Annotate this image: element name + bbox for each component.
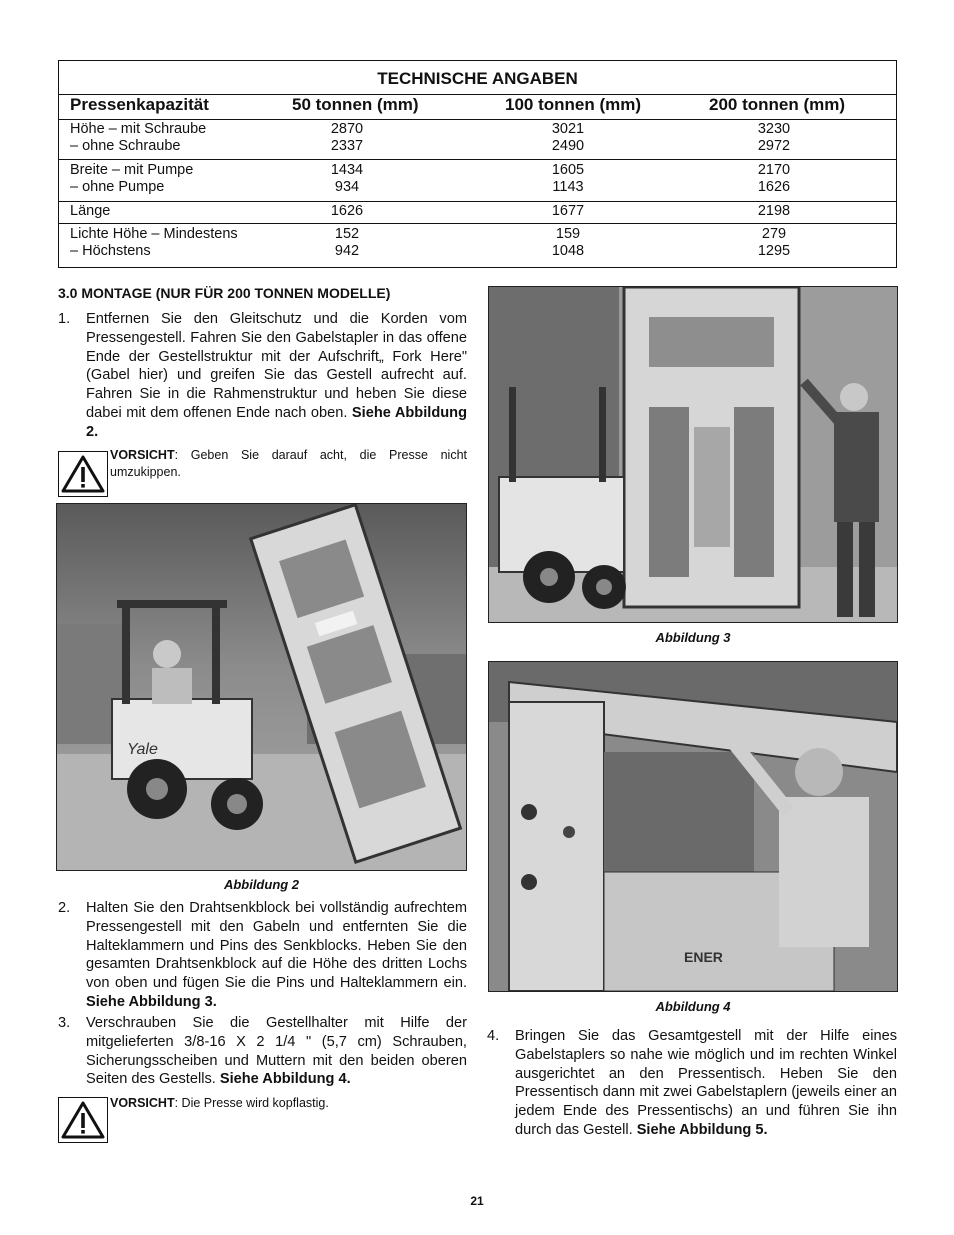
cell-value: 2870	[330, 121, 364, 137]
cell-value: 2337	[330, 138, 364, 154]
warning-triangle-icon	[58, 1097, 108, 1143]
cell-value: 3230	[757, 121, 791, 137]
cell-value: 1677	[551, 203, 585, 219]
cell-value: 3021	[551, 121, 585, 137]
divider	[59, 159, 896, 160]
row-label: Länge	[70, 203, 111, 219]
cell-value: 279	[761, 226, 787, 242]
header-100t: 100 tonnen (mm)	[505, 95, 642, 114]
warning-body: : Geben Sie darauf acht, die Presse nicht umzukippen.	[110, 448, 467, 479]
warning-label: VORSICHT	[110, 448, 175, 462]
step-1-body: Entfernen Sie den Gleitschutz und die Korden vom Pressengestell. Fahren Sie den Gabelstapler in das offene Ende der Gestellstruktur mit der Aufschrift„ Fork Here" (Gabel hier) und greifen Sie das Gestell aufrecht auf. Fahren Sie in die Rahmenstruktur und heben Sie diese dabei mit dem offenen Ende nach oben.	[86, 311, 467, 421]
cell-value: 1048	[551, 243, 585, 259]
cell-value: 1626	[757, 179, 791, 195]
header-capacity: Pressenkapazität	[70, 95, 209, 114]
step-4-text	[515, 1027, 897, 1140]
cell-value: 2490	[551, 138, 585, 154]
warning-label: VORSICHT	[110, 1096, 175, 1110]
step-number: 4.	[487, 1028, 500, 1044]
row-label: – ohne Schraube	[70, 138, 181, 154]
row-label: – ohne Pumpe	[70, 179, 165, 195]
row-label: Breite – mit Pumpe	[70, 162, 194, 178]
cell-value: 1143	[552, 179, 584, 195]
figure-2-caption: Abbildung 2	[223, 877, 300, 892]
cell-value: 2972	[757, 138, 791, 154]
row-label: – Höchstens	[70, 243, 151, 259]
step-number: 3.	[58, 1015, 71, 1031]
warning-triangle-icon	[58, 451, 108, 497]
figure-3-photo	[488, 286, 898, 623]
row-label: Höhe – mit Schraube	[70, 121, 207, 137]
row-label: Lichte Höhe – Mindestens	[70, 226, 238, 242]
spec-table	[58, 60, 897, 268]
cell-value: 1626	[330, 203, 364, 219]
divider	[59, 119, 896, 120]
warning-2-text	[110, 1095, 467, 1112]
warning-1-text	[110, 447, 467, 481]
step-4-ref: Siehe Abbildung 5.	[636, 1121, 768, 1138]
forklift-badge: Yale	[127, 741, 158, 758]
divider	[59, 223, 896, 224]
header-50t: 50 tonnen (mm)	[292, 95, 419, 114]
page-number: 21	[470, 1194, 484, 1208]
step-3-body: Verschrauben Sie die Gestellhalter mit Hilfe der mitgelieferten 3/8-16 X 2 1/4 " (5,7 cm) Schrauben, Sicherungsscheiben und Muttern mit den beiden oberen Seiten des Gestells.	[86, 1015, 467, 1088]
step-number: 1.	[58, 311, 71, 327]
step-2-body: Halten Sie den Drahtsenkblock bei vollständig aufrechtem Pressengestell mit den Gabeln und entfernten Sie die Halteklammern und Pins des Senkblocks. Heben Sie den gesamten Drahtsenkblock auf die Höhe des dritten Lochs von oben und fügen Sie die Pins und Halteklammern ein.	[86, 900, 467, 992]
header-200t: 200 tonnen (mm)	[709, 95, 846, 114]
frame-marking: ENER	[684, 949, 723, 965]
step-4-body: Bringen Sie das Gesamtgestell mit der Hilfe eines Gabelstaplers so nahe wie möglich und im rechten Winkel ausgerichtet an den Pressentisch. Heben Sie den Pressentisch dann mit zwei Gabelstaplern (jeweils einer an jedem Ende des Pressentischs) an und führen Sie ihn durch das Gestell.	[515, 1028, 897, 1138]
cell-value: 159	[555, 226, 581, 242]
step-3-text	[86, 1014, 467, 1089]
step-1-text	[86, 310, 467, 442]
cell-value: 942	[334, 243, 360, 259]
step-number: 2.	[58, 900, 71, 916]
spec-table-title: TECHNISCHE ANGABEN	[377, 69, 578, 88]
step-3-ref: Siehe Abbildung 4.	[219, 1071, 351, 1088]
cell-value: 1605	[551, 162, 585, 178]
step-1-ref: Siehe Abbildung 2.	[86, 404, 467, 440]
step-2-ref: Siehe Abbildung 3.	[86, 993, 217, 1010]
figure-4-photo	[488, 661, 898, 992]
section-heading: 3.0 MONTAGE (NUR FÜR 200 TONNEN MODELLE)	[58, 285, 391, 301]
cell-value: 152	[334, 226, 360, 242]
cell-value: 2170	[757, 162, 791, 178]
cell-value: 934	[334, 179, 360, 195]
cell-value: 1434	[330, 162, 364, 178]
figure-2-photo	[56, 503, 467, 871]
figure-4-caption: Abbildung 4	[655, 999, 731, 1014]
warning-body: : Die Presse wird kopflastig.	[174, 1096, 329, 1110]
figure-3-caption: Abbildung 3	[655, 630, 731, 645]
divider	[59, 201, 896, 202]
step-2-text	[86, 899, 467, 1012]
cell-value: 2198	[757, 203, 791, 219]
cell-value: 1295	[757, 243, 791, 259]
